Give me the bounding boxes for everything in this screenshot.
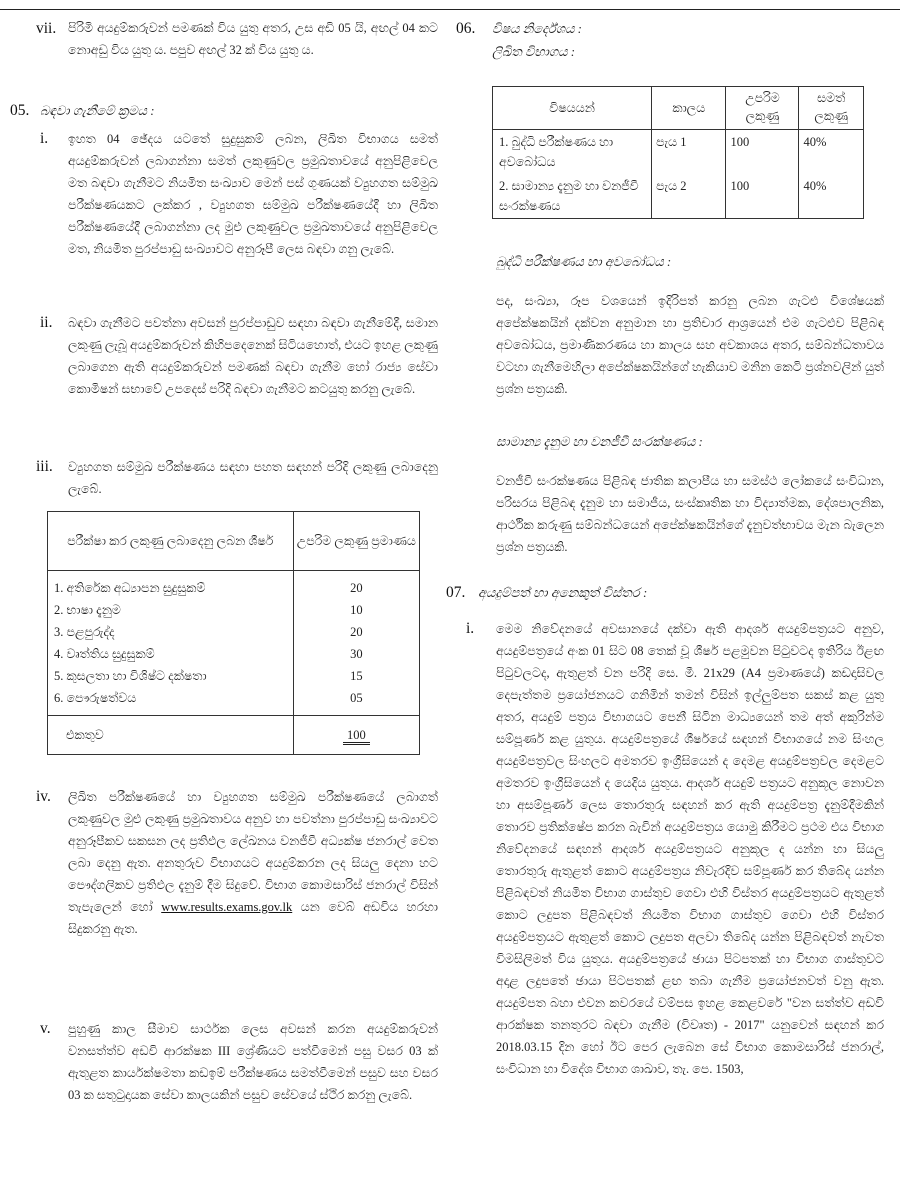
table-row-label: 1. අතිරේක අධ්‍යාපන සුදුසුකම් (54, 581, 206, 595)
table-header: පරීක්ෂා කර ලකුණු ලබාදෙනු ලබන ශීර්ෂ (48, 512, 294, 571)
item-number: vii. (36, 20, 57, 37)
section-number: 07. (446, 584, 466, 601)
max-cell: 100 (726, 174, 799, 219)
top-rule (0, 9, 900, 10)
table-row-value: 15 (350, 669, 363, 683)
time-cell: පැය 2 (652, 174, 726, 219)
pass-cell: 40% (799, 130, 864, 175)
table-row-label: 6. පෞරුෂත්වය (54, 691, 137, 705)
subsection-heading: බුද්ධි පරීක්ෂණය හා අවබෝධය : (496, 254, 672, 269)
table-row (493, 130, 864, 175)
max-cell: 100 (726, 130, 799, 175)
table-body (48, 571, 420, 716)
subject-cell: 2. සාමාන්‍ය දැනුම හා වනජීවී සංරක්ෂණය (493, 174, 652, 219)
table-row-label: 2. භාෂා දැනුම (54, 603, 121, 617)
table-total-row (48, 716, 420, 755)
time-cell: පැය 1 (652, 130, 726, 175)
section-title: විෂය නිර්දේශය : (492, 21, 582, 36)
marks-table (47, 511, 420, 755)
table-row (493, 174, 864, 219)
section-subtitle: ලිඛිත විභාගය : (492, 44, 576, 59)
table-header: උපරිම ලකුණු ප්‍රමාණය (293, 512, 419, 571)
section-number: 05. (10, 102, 30, 119)
item-tail: යන වෙබ් අඩවිය හරහා සිදුකරනු ඇත. (68, 900, 438, 936)
section-number: 06. (456, 20, 476, 37)
subsection-text: පද, සංඛ්‍යා, රූප වශයෙන් ඉදිරිපත් කරනු ලබන ගැටළු විශේෂයක් අපේක්ෂකයින් දක්වන අනුමාන හා ප්‍රතිචාර ආශ්‍රයෙන් එම ගැටළුව පිළිබඳ අවබෝධය, ප්‍රමාණිකරණය හා කාලය සහ අවකාශය අතර, සම්බන්ධතාවය වටහා ගැනීමෙහිලා අපේක්ෂකයින්ගේ හැකියාව මනින කෙටි ප්‍රශ්නවලින් යුත් ප්‍රශ්න පත්‍රයකි. (496, 294, 884, 396)
pass-cell: 40% (799, 174, 864, 219)
table-row-value: 10 (350, 603, 363, 617)
item-number: v. (40, 1020, 51, 1037)
table-row-value: 20 (350, 581, 363, 595)
syllabus-table (492, 86, 864, 219)
item-number: i. (40, 130, 49, 147)
values-cell (293, 571, 419, 716)
item-number: ii. (40, 314, 53, 331)
table-header-row (48, 512, 420, 571)
table-row-value: 30 (350, 647, 363, 661)
results-website-link[interactable]: www.results.exams.gov.lk (161, 900, 293, 914)
table-header-row (493, 87, 864, 130)
item-number: i. (466, 620, 475, 637)
total-value: 100 (343, 728, 370, 745)
table-row-value: 20 (350, 625, 363, 639)
table-header: කාලය (652, 87, 726, 130)
item-text: පිරිමි අයදුම්කරුවන් පමණක් විය යුතු අතර, උස අඩි 05 යි, අඟල් 04 කට නොඅඩු විය යුතු ය. පපුව අඟල් 32 ක් විය යුතු ය. (68, 21, 438, 57)
table-row-label: 3. පළපුරුද්ද (54, 625, 115, 639)
section-title: අයදුම්පත් හා අනෙකුත් විස්තර : (478, 585, 648, 600)
subsection-text: වනජීවී සංරක්ෂණය පිළිබඳ ජාතික කලාපීය හා සමස්ථ ලෝකයේ සංවිධාන, පරිසරය පිළිබඳ දැනුම හා සමාජීය, සංස්කෘතික හා විද්‍යාත්මක, දේශපාලනික, ආර්ථික කරුණු සම්බන්ධයෙන් අපේක්ෂකයින්ගේ දැනුවත්භාවය මැන බැලෙන ප්‍රශ්න පත්‍රයකි. (496, 474, 884, 554)
labels-cell (48, 571, 294, 716)
subsection-heading: සාමාන්‍ය දැනුම හා වනජීවී සංරක්ෂණය : (496, 434, 703, 449)
table-row-label: 5. කුසලතා හා විශිෂ්ට දක්ෂතා (54, 669, 207, 683)
table-row-label: 4. වෘත්තිය සුදුසුකම් (54, 647, 155, 661)
item-text (68, 786, 438, 940)
item-body: ලිඛිත පරීක්ෂණයේ හා ව්‍යුහගත සම්මුඛ පරීක්ෂණයේ ලබාගත් ලකුණුවල මුළු ලකුණු ප්‍රමුඛතාවය අනුව හා පවත්නා පුරප්පාඩු සංඛ්‍යාවට අනුරූපීකව සකසන ලද ප්‍රතිඵල ලේඛනය වනජීවී අධ්‍යක්ෂ ජනරාල් වෙත ලබා දෙනු ඇත. අනතුරුව විභාගයට අයදුම්කරන ලද සියලු දෙනා හට පෞද්ගලිකව ප්‍රතිඵල දැනුම් දීම සිදුවේ. විභාග කොමසාරිස් ජනරාල් විසින් තැපැලෙන් හෝ (68, 790, 438, 914)
item-number: iv. (36, 788, 51, 805)
item-number: iii. (36, 458, 53, 475)
table-row-value: 05 (350, 691, 363, 705)
item-text: ඉහත 04 ඡේදය යටතේ සුදුසුකම් ලබන, ලිඛිත විභාගය සමත් අයදුම්කරුවන් ලබාගන්නා සමත් ලකුණුවල ප්‍රමුඛතාවයේ අනුපිළිවෙල මත බඳවා ගැනීමට නියමිත සංඛ්‍යාව මෙන් පස් ගුණයක් ව්‍යුහගත සම්මුඛ පරීක්ෂණයකට ලක්කර , ව්‍යුහගත සම්මුඛ පරීක්ෂණයේදී හා ලිඛිත පරීක්ෂණයේදී ලබාගන්නා ලද මුළු ලකුණුවල ප්‍රමුඛතාවයේ අනුපිළිවෙල මත, නියමිත පුරප්පාඩු සංඛ්‍යාවට අනුරූපී ලෙස බඳවා ගනු ලැබේ. (68, 132, 438, 256)
item-text: පුහුණු කාල සීමාව සාර්ථක ලෙස අවසන් කරන අයදුම්කරුවන් වනසත්ත්ව අඩවි ආරක්ෂක III ශ්‍රේණියට පත්වීමෙන් පසු වසර 03 ක් ඇතුළත කාර්යක්ෂමතා කඩඉම් පරීක්ෂණය සමත්වීමෙන් පසුව සහ වසර 03 ක සතුටුදායක සේවා කාලයකින් පසුව සේවයේ ස්ථිර කරනු ලැබේ. (68, 1022, 438, 1102)
item-text: ව්‍යුහගත සම්මුඛ පරීක්ෂණය සඳහා පහත සඳහන් පරිදි ලකුණු ලබාදෙනු ලැබේ. (68, 460, 438, 496)
table-header: උපරිම ලකුණු (726, 87, 799, 130)
table-header: සමත් ලකුණු (799, 87, 864, 130)
subject-cell: 1. බුද්ධි පරීක්ෂණය හා අවබෝධය (493, 130, 652, 175)
item-text: බඳවා ගැනීමට පවත්නා අවසන් පුරප්පාඩුව සඳහා බඳවා ගැනීමේදී, සමාන ලකුණු ලැබූ අයදුම්කරුවන් කිහිපදෙනෙක් සිටියහොත්, එයට ඉහළ ලකුණු ලබාගෙන ඇති අයදුම්කරුවන් පමණක් බඳවා ගැනීම හෝ රාජ්‍ය සේවා කොමිෂන් සභාවේ උපදෙස් පරිදි බඳවා ගැනීමට කටයුතු කරනු ලැබේ. (68, 316, 438, 396)
item-text: මෙම නිවේදනයේ අවසානයේ දක්වා ඇති ආදර්ශ අයදුම්පත්‍රයට අනුව, අයදුම්පත්‍රයේ අංක 01 සිට 08 තෙක් වූ ශීර්ෂ පළමුවන පිටුවටද ඉතිරිය ඊළඟ පිටුවලටද, ඇතුළත් වන පරිදි සෙ. මී. 21x29 (A4 ප්‍රමාණයේ) කඩදාසිවල දෙපැත්තම ප්‍රයෝජනයට ගනිමින් තමන් විසින් ඉල්ලුම්පත සකස් කළ යුතු අතර, අයදුම් පත්‍රය විභාගයට පෙනී සිටින මාධ්‍යයෙන් තම අත් අකුරින්ම සම්පූර්ණ කළ යුතුය. අයදුම්පත්‍රයේ ශීර්ෂයේ සඳහන් විභාගයේ නම සිංහල අයදුම්පත්‍රවල සිංහලට අමතරව ඉංග්‍රීසියෙන් ද දෙමළ අයදුම්පත්‍රවල දෙමළට අමතරව ඉංග්‍රීසියෙන් ද යෙදිය යුතුය. ආදර්ශ අයදුම් පත්‍රයට අනුකූල නොවන හා අසම්පූර්ණ ලෙස තොරතුරු සඳහන් කර ඇති අයදුම්පත්‍ර දැනුම්දීමකින් තොරව ප්‍රතික්ෂේප කරන බැවින් අයදුම්පත්‍රය යොමු කිරීමට ප්‍රථම එය විභාග නිවේදනයේ සඳහන් ආදර්ශ අයදුම්පත්‍රයට අනුකූල ද යන්න හා සියලු තොරතුරු ඇතුළත් කොට අයදුම්පත්‍රය නිවැරදිව සම්පූර්ණ කර තිබේද යන්න පිළිබඳවත් නියමිත විභාග ගාස්තුව ගෙවා එහි විස්තර අයදුම්පත්‍රයට ඇතුළත් කොට ලදුපත පිළිබඳවත් නියමිත විභාග ගාස්තුව ගෙවා එහි විස්තර අයදුම්පත්‍රයට ඇතුළත් කොට ලදුපත අලවා තිබේද යන්න පිළිබඳවත් නැවත විමසිලිමත් විය යුතුය. අයදුම්පත්‍රයේ ඡායා පිටපතක් හා විභාග ගාස්තුවට අදාළ ලදුපතේ ඡායා පිටපතක් ළඟ තබා ගැනීම ප්‍රයෝජනවත් වනු ඇත. අයදුම්පත බහා එවන කවරයේ වම්පස ඉහළ කෙළවරේ "වන සත්ත්ව අඩවි ආරක්ෂක තනතුරට බඳවා ගැනීම (විවෘත) - 2017" යනුවෙන් සඳහන් කර 2018.03.15 දින හෝ ඊට පෙර ලැබෙන සේ විභාග කොමසාරිස් ජනරාල්, සංවිධාන හා විදේශ විභාග ශාඛාව, තැ. පෙ. 1503, (496, 622, 884, 1076)
total-label: එකතුව (48, 716, 294, 755)
section-title: බඳවා ගැනීමේ ක්‍රමය : (40, 103, 155, 118)
total-value-cell (293, 716, 419, 755)
table-header: විෂයයන් (493, 87, 652, 130)
